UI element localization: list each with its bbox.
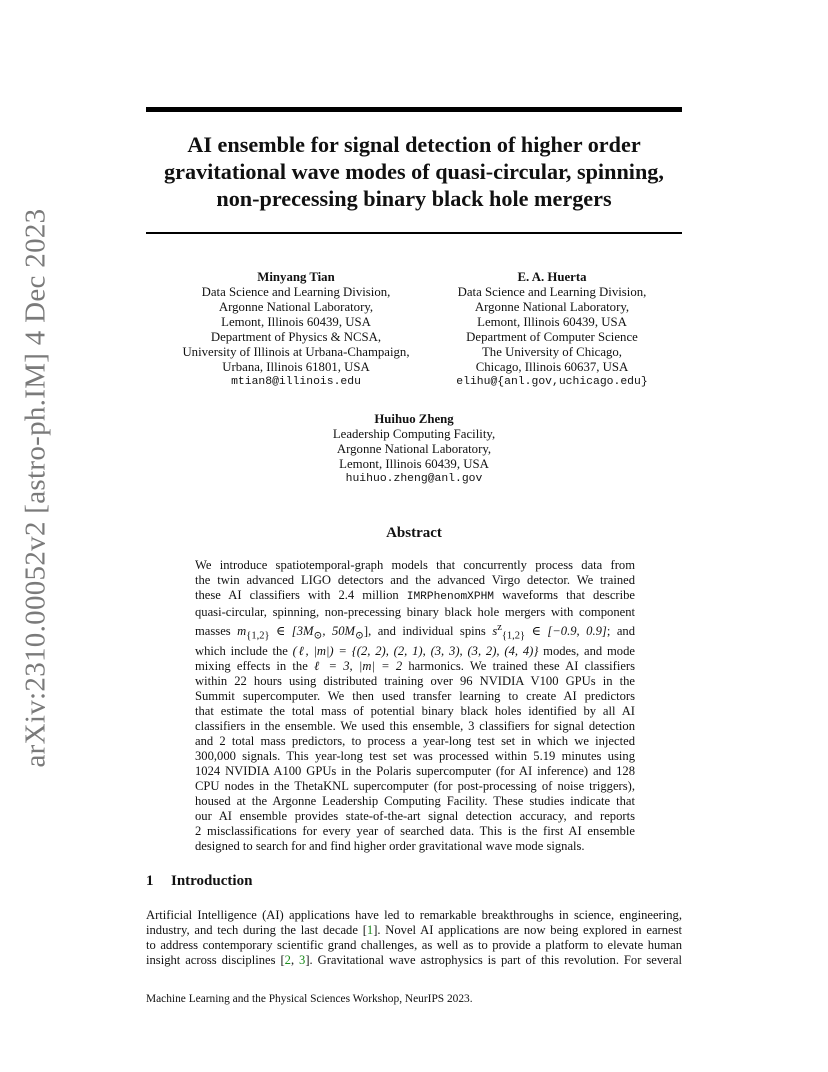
mass-subscript: {1,2} [246, 630, 270, 642]
abstract-line: the twin advanced LIGO detectors and the advanced Virgo detector. We trained [195, 573, 635, 587]
author-affiliation-line: University of Illinois at Urbana-Champaign, [182, 345, 410, 359]
author-name: Minyang Tian [257, 270, 335, 284]
spin-superscript: z [497, 622, 502, 633]
abstract-line: CPU nodes in the ThetaKNL supercomputer (for post-processing of noise triggers), [195, 778, 635, 793]
abstract-line: classifiers in the ensemble. We used this ensemble, 3 classifiers for signal detection [195, 718, 635, 733]
modes-expression: (ℓ, |m|) = {(2, 2), (2, 1), (3, 3), (3, 2), (4, 4)} [292, 643, 539, 658]
spin-symbol: s [492, 624, 498, 639]
author-affiliation-line: Data Science and Learning Division, [201, 285, 391, 299]
abstract-text: mixing effects in the [195, 658, 315, 673]
abstract-line: 1024 NVIDIA A100 GPUs in the Polaris supercomputer (for AI inference) and 128 [195, 763, 635, 778]
waveform-model-code: IMRPhenomXPHM [406, 591, 495, 603]
abstract-text: ; and [606, 624, 636, 639]
section-title: Introduction [171, 873, 253, 889]
citation-link[interactable]: 2 [284, 953, 291, 967]
abstract-text: , and individual spins [368, 624, 493, 639]
intro-text: industry, and tech during the last decade [146, 923, 363, 937]
author-affiliation-line: Chicago, Illinois 60637, USA [475, 360, 629, 374]
solar-subscript: ⊙ [355, 630, 364, 642]
abstract-line: 2 misclassifications for every year of searched data. This is the first AI ensemble [195, 823, 635, 838]
abstract-line [195, 588, 635, 605]
citation-bracket: ] [305, 953, 310, 967]
abstract-text: waveforms that describe [494, 588, 635, 602]
abstract-line: that estimate the total mass of potential binary black holes identified by all AI [195, 703, 635, 718]
author-block-tian [166, 270, 426, 390]
author-affiliation-line: Lemont, Illinois 60439, USA [477, 315, 627, 329]
citation-bracket: [ [362, 923, 367, 937]
citation-bracket: [ [280, 953, 285, 967]
solar-subscript: ⊙ [313, 630, 323, 642]
citation-bracket: ] [373, 923, 378, 937]
abstract-line: designed to search for and find higher order gravitational wave mode signals. [195, 838, 585, 853]
harmonic-expression: ℓ = 3, |m| = 2 [314, 658, 403, 673]
abstract-line: We introduce spatiotemporal-graph models that concurrently process data from [195, 558, 635, 572]
abstract-text: which include the [195, 643, 293, 658]
abstract-heading: Abstract [386, 525, 442, 541]
title-line: non-precessing binary black hole mergers [216, 186, 612, 211]
title-top-rule [146, 107, 682, 112]
intro-text: insight across disciplines [146, 953, 281, 967]
spin-range: ∈ [−0.9, 0.9] [525, 624, 607, 639]
abstract-line: within 22 hours using distributed training over 96 NVIDIA V100 GPUs in the [195, 673, 635, 688]
arxiv-identifier-stamp: arXiv:2310.00052v2 [astro-ph.IM] 4 Dec 2023 [19, 208, 52, 768]
title-line: gravitational wave modes of quasi-circular, spinning, [164, 159, 664, 184]
author-email[interactable]: elihu@{anl.gov,uchicago.edu} [456, 376, 648, 388]
intro-text: . Novel AI applications are now being explored in earnest [377, 923, 683, 937]
author-block-huerta [440, 270, 664, 390]
introduction-body [146, 908, 682, 968]
author-email[interactable]: mtian8@illinois.edu [231, 376, 361, 388]
abstract-text: harmonics. We trained these AI classifiers [402, 658, 636, 673]
abstract-text: modes, and mode [538, 643, 635, 658]
mass-range: ∈ [3M [269, 624, 314, 639]
abstract-line [195, 620, 635, 644]
abstract-line: and 2 total mass predictors, to process a year-long test set in which we injected [195, 733, 635, 748]
author-affiliation-line: Department of Physics & NCSA, [210, 330, 382, 344]
author-affiliation-line: Argonne National Laboratory, [336, 442, 492, 456]
section-heading-introduction [146, 872, 252, 890]
author-affiliation-line: Leadership Computing Facility, [332, 427, 496, 441]
author-name: Huihuo Zheng [374, 412, 454, 426]
spin-subscript: {1,2} [501, 630, 526, 642]
abstract-line [195, 644, 635, 659]
author-affiliation-line: Urbana, Illinois 61801, USA [222, 360, 370, 374]
author-email[interactable]: huihuo.zheng@anl.gov [345, 473, 483, 485]
abstract-line: quasi-circular, spinning, non-precessing binary black hole mergers with component [195, 605, 635, 619]
citation-link[interactable]: 3 [299, 953, 306, 967]
abstract-text: masses [195, 624, 238, 639]
author-affiliation-line: Argonne National Laboratory, [474, 300, 630, 314]
abstract-line: Summit supercomputer. We then used transfer learning to create AI predictors [195, 688, 635, 703]
citation-separator: , [290, 953, 300, 967]
mass-range: , 50M [322, 624, 356, 639]
intro-line [146, 923, 682, 938]
author-affiliation-line: Lemont, Illinois 60439, USA [221, 315, 371, 329]
page-footer-venue: Machine Learning and the Physical Sciences Workshop, NeurIPS 2023. [146, 993, 473, 1005]
author-affiliation-line: Data Science and Learning Division, [457, 285, 647, 299]
author-affiliation-line: Lemont, Illinois 60439, USA [339, 457, 489, 471]
author-affiliation-line: Argonne National Laboratory, [218, 300, 374, 314]
citation-link[interactable]: 1 [366, 923, 374, 937]
paper-title [140, 131, 688, 212]
author-block-zheng [314, 412, 514, 487]
author-affiliation-line: Department of Computer Science [466, 330, 638, 344]
abstract-line [195, 659, 635, 674]
section-number: 1 [146, 873, 154, 889]
intro-line: to address contemporary scientific grand challenges, as well as to provide a platform to elevate human [146, 938, 682, 952]
mass-range-close: ] [363, 624, 369, 639]
intro-line: Artificial Intelligence (AI) applications have led to remarkable breakthroughs in science, engineering, [146, 908, 682, 922]
intro-text: . Gravitational wave astrophysics is part of this revolution. For several [309, 953, 683, 967]
author-name: E. A. Huerta [517, 270, 587, 284]
abstract-body [195, 558, 635, 854]
abstract-line: 300,000 signals. This year-long test set was processed within 5.19 minutes using [195, 748, 635, 763]
abstract-text: these AI classifiers with 2.4 million [195, 588, 407, 602]
abstract-line: housed at the Argonne Leadership Computing Facility. These studies indicate that [195, 793, 635, 808]
abstract-line: our AI ensemble provides state-of-the-art signal detection accuracy, and reports [195, 808, 635, 823]
author-affiliation-line: The University of Chicago, [481, 345, 623, 359]
intro-line [146, 953, 682, 968]
title-bottom-rule [146, 232, 682, 234]
title-line: AI ensemble for signal detection of higher order [187, 132, 641, 157]
mass-symbol: m [237, 624, 247, 639]
